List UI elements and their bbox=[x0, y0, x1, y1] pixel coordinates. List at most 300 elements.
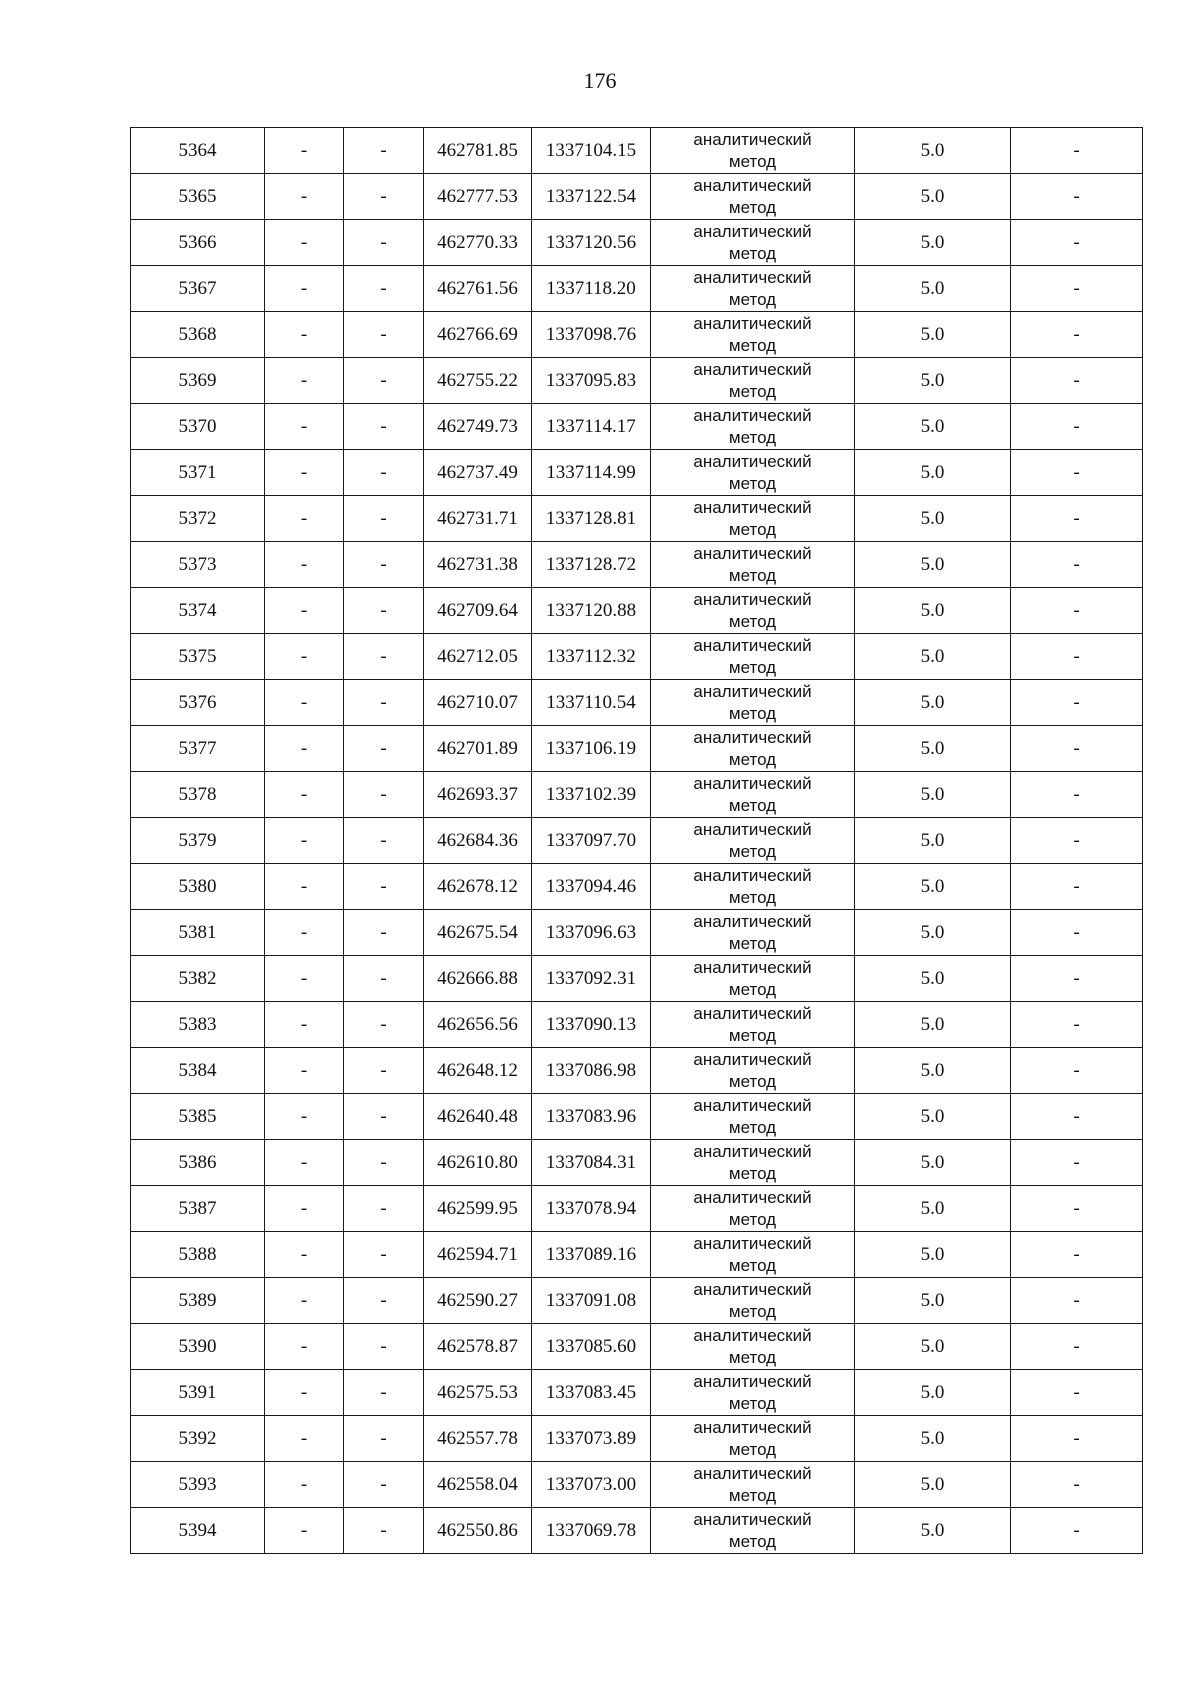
table-row bbox=[131, 864, 1143, 910]
empty-cell: - bbox=[344, 1186, 424, 1232]
x-coordinate-cell: 462590.27 bbox=[424, 1278, 532, 1324]
accuracy-cell: 5.0 bbox=[855, 588, 1011, 634]
method-line-1: аналитический bbox=[693, 1326, 812, 1346]
y-coordinate-cell: 1337085.60 bbox=[532, 1324, 651, 1370]
empty-cell: - bbox=[1011, 1370, 1143, 1416]
point-number-cell: 5370 bbox=[131, 404, 265, 450]
method-line-1: аналитический bbox=[693, 774, 812, 794]
empty-cell: - bbox=[344, 864, 424, 910]
empty-cell: - bbox=[344, 1416, 424, 1462]
empty-cell: - bbox=[1011, 404, 1143, 450]
empty-cell: - bbox=[1011, 910, 1143, 956]
x-coordinate-cell: 462610.80 bbox=[424, 1140, 532, 1186]
y-coordinate-cell: 1337110.54 bbox=[532, 680, 651, 726]
point-number-cell: 5365 bbox=[131, 174, 265, 220]
accuracy-cell: 5.0 bbox=[855, 1278, 1011, 1324]
method-line-2: метод bbox=[728, 1071, 777, 1091]
empty-cell: - bbox=[344, 1140, 424, 1186]
method-line-1: аналитический bbox=[693, 636, 812, 656]
table-row bbox=[131, 1140, 1143, 1186]
point-number-cell: 5381 bbox=[131, 910, 265, 956]
empty-cell: - bbox=[1011, 1508, 1143, 1554]
method-cell bbox=[651, 956, 855, 1002]
empty-cell: - bbox=[265, 450, 344, 496]
y-coordinate-cell: 1337102.39 bbox=[532, 772, 651, 818]
table-row bbox=[131, 1186, 1143, 1232]
empty-cell: - bbox=[344, 358, 424, 404]
y-coordinate-cell: 1337083.45 bbox=[532, 1370, 651, 1416]
empty-cell: - bbox=[344, 496, 424, 542]
y-coordinate-cell: 1337122.54 bbox=[532, 174, 651, 220]
method-cell bbox=[651, 1140, 855, 1186]
table-row bbox=[131, 542, 1143, 588]
x-coordinate-cell: 462701.89 bbox=[424, 726, 532, 772]
method-line-2: метод bbox=[728, 933, 777, 953]
empty-cell: - bbox=[1011, 1140, 1143, 1186]
x-coordinate-cell: 462678.12 bbox=[424, 864, 532, 910]
accuracy-cell: 5.0 bbox=[855, 1416, 1011, 1462]
empty-cell: - bbox=[344, 1324, 424, 1370]
accuracy-cell: 5.0 bbox=[855, 128, 1011, 174]
empty-cell: - bbox=[344, 174, 424, 220]
empty-cell: - bbox=[265, 128, 344, 174]
empty-cell: - bbox=[265, 864, 344, 910]
x-coordinate-cell: 462575.53 bbox=[424, 1370, 532, 1416]
table-row bbox=[131, 1416, 1143, 1462]
method-cell bbox=[651, 818, 855, 864]
y-coordinate-cell: 1337104.15 bbox=[532, 128, 651, 174]
method-line-2: метод bbox=[728, 519, 777, 539]
method-cell bbox=[651, 1094, 855, 1140]
method-cell bbox=[651, 174, 855, 220]
accuracy-cell: 5.0 bbox=[855, 726, 1011, 772]
empty-cell: - bbox=[344, 312, 424, 358]
empty-cell: - bbox=[265, 358, 344, 404]
point-number-cell: 5386 bbox=[131, 1140, 265, 1186]
point-number-cell: 5390 bbox=[131, 1324, 265, 1370]
method-line-1: аналитический bbox=[693, 1188, 812, 1208]
empty-cell: - bbox=[265, 496, 344, 542]
method-cell bbox=[651, 634, 855, 680]
point-number-cell: 5377 bbox=[131, 726, 265, 772]
empty-cell: - bbox=[344, 1370, 424, 1416]
empty-cell: - bbox=[265, 312, 344, 358]
table-row bbox=[131, 496, 1143, 542]
y-coordinate-cell: 1337098.76 bbox=[532, 312, 651, 358]
table-row bbox=[131, 1048, 1143, 1094]
method-line-1: аналитический bbox=[693, 176, 812, 196]
accuracy-cell: 5.0 bbox=[855, 450, 1011, 496]
method-cell bbox=[651, 588, 855, 634]
accuracy-cell: 5.0 bbox=[855, 404, 1011, 450]
method-line-2: метод bbox=[728, 1485, 777, 1505]
empty-cell: - bbox=[1011, 634, 1143, 680]
empty-cell: - bbox=[344, 818, 424, 864]
method-line-2: метод bbox=[728, 611, 777, 631]
method-cell bbox=[651, 266, 855, 312]
point-number-cell: 5366 bbox=[131, 220, 265, 266]
empty-cell: - bbox=[344, 680, 424, 726]
method-cell bbox=[651, 128, 855, 174]
empty-cell: - bbox=[344, 1232, 424, 1278]
empty-cell: - bbox=[1011, 266, 1143, 312]
empty-cell: - bbox=[265, 1278, 344, 1324]
table-row bbox=[131, 1324, 1143, 1370]
method-line-1: аналитический bbox=[693, 728, 812, 748]
x-coordinate-cell: 462684.36 bbox=[424, 818, 532, 864]
empty-cell: - bbox=[265, 726, 344, 772]
empty-cell: - bbox=[265, 266, 344, 312]
empty-cell: - bbox=[344, 588, 424, 634]
empty-cell: - bbox=[265, 1416, 344, 1462]
method-line-2: метод bbox=[728, 151, 777, 171]
method-cell bbox=[651, 1186, 855, 1232]
coordinates-table bbox=[130, 127, 1143, 1554]
point-number-cell: 5382 bbox=[131, 956, 265, 1002]
y-coordinate-cell: 1337120.56 bbox=[532, 220, 651, 266]
accuracy-cell: 5.0 bbox=[855, 1232, 1011, 1278]
method-line-2: метод bbox=[728, 427, 777, 447]
empty-cell: - bbox=[265, 542, 344, 588]
method-line-1: аналитический bbox=[693, 268, 812, 288]
x-coordinate-cell: 462770.33 bbox=[424, 220, 532, 266]
empty-cell: - bbox=[1011, 1324, 1143, 1370]
point-number-cell: 5368 bbox=[131, 312, 265, 358]
method-cell bbox=[651, 864, 855, 910]
method-cell bbox=[651, 726, 855, 772]
x-coordinate-cell: 462731.38 bbox=[424, 542, 532, 588]
table-row bbox=[131, 220, 1143, 266]
accuracy-cell: 5.0 bbox=[855, 358, 1011, 404]
y-coordinate-cell: 1337128.81 bbox=[532, 496, 651, 542]
empty-cell: - bbox=[265, 680, 344, 726]
y-coordinate-cell: 1337106.19 bbox=[532, 726, 651, 772]
table-row bbox=[131, 1094, 1143, 1140]
method-line-1: аналитический bbox=[693, 912, 812, 932]
y-coordinate-cell: 1337084.31 bbox=[532, 1140, 651, 1186]
empty-cell: - bbox=[344, 450, 424, 496]
empty-cell: - bbox=[1011, 542, 1143, 588]
method-line-1: аналитический bbox=[693, 820, 812, 840]
table-row bbox=[131, 450, 1143, 496]
method-line-2: метод bbox=[728, 565, 777, 585]
empty-cell: - bbox=[265, 1370, 344, 1416]
empty-cell: - bbox=[265, 634, 344, 680]
y-coordinate-cell: 1337096.63 bbox=[532, 910, 651, 956]
empty-cell: - bbox=[1011, 312, 1143, 358]
method-cell bbox=[651, 404, 855, 450]
x-coordinate-cell: 462648.12 bbox=[424, 1048, 532, 1094]
empty-cell: - bbox=[344, 1278, 424, 1324]
method-cell bbox=[651, 1002, 855, 1048]
table-body bbox=[131, 128, 1143, 1554]
method-cell bbox=[651, 1370, 855, 1416]
empty-cell: - bbox=[265, 1462, 344, 1508]
method-line-2: метод bbox=[728, 381, 777, 401]
method-cell bbox=[651, 1462, 855, 1508]
accuracy-cell: 5.0 bbox=[855, 220, 1011, 266]
empty-cell: - bbox=[265, 1140, 344, 1186]
empty-cell: - bbox=[344, 910, 424, 956]
method-line-2: метод bbox=[728, 1301, 777, 1321]
table-row bbox=[131, 726, 1143, 772]
x-coordinate-cell: 462640.48 bbox=[424, 1094, 532, 1140]
empty-cell: - bbox=[1011, 128, 1143, 174]
table-row bbox=[131, 1002, 1143, 1048]
method-line-1: аналитический bbox=[693, 1510, 812, 1530]
method-cell bbox=[651, 1048, 855, 1094]
x-coordinate-cell: 462712.05 bbox=[424, 634, 532, 680]
table-row bbox=[131, 128, 1143, 174]
method-line-2: метод bbox=[728, 1531, 777, 1551]
method-cell bbox=[651, 220, 855, 266]
method-line-2: метод bbox=[728, 749, 777, 769]
empty-cell: - bbox=[344, 1002, 424, 1048]
empty-cell: - bbox=[265, 956, 344, 1002]
point-number-cell: 5392 bbox=[131, 1416, 265, 1462]
empty-cell: - bbox=[344, 634, 424, 680]
empty-cell: - bbox=[344, 1508, 424, 1554]
table-row bbox=[131, 772, 1143, 818]
y-coordinate-cell: 1337073.00 bbox=[532, 1462, 651, 1508]
method-line-2: метод bbox=[728, 1209, 777, 1229]
point-number-cell: 5379 bbox=[131, 818, 265, 864]
empty-cell: - bbox=[1011, 864, 1143, 910]
point-number-cell: 5364 bbox=[131, 128, 265, 174]
accuracy-cell: 5.0 bbox=[855, 1370, 1011, 1416]
method-line-1: аналитический bbox=[693, 866, 812, 886]
method-line-1: аналитический bbox=[693, 1096, 812, 1116]
method-line-1: аналитический bbox=[693, 1004, 812, 1024]
point-number-cell: 5385 bbox=[131, 1094, 265, 1140]
method-line-2: метод bbox=[728, 1163, 777, 1183]
x-coordinate-cell: 462550.86 bbox=[424, 1508, 532, 1554]
empty-cell: - bbox=[265, 1186, 344, 1232]
table-row bbox=[131, 312, 1143, 358]
y-coordinate-cell: 1337118.20 bbox=[532, 266, 651, 312]
y-coordinate-cell: 1337089.16 bbox=[532, 1232, 651, 1278]
method-line-1: аналитический bbox=[693, 360, 812, 380]
accuracy-cell: 5.0 bbox=[855, 864, 1011, 910]
empty-cell: - bbox=[265, 1232, 344, 1278]
empty-cell: - bbox=[344, 404, 424, 450]
y-coordinate-cell: 1337086.98 bbox=[532, 1048, 651, 1094]
method-cell bbox=[651, 1416, 855, 1462]
accuracy-cell: 5.0 bbox=[855, 634, 1011, 680]
y-coordinate-cell: 1337090.13 bbox=[532, 1002, 651, 1048]
method-line-1: аналитический bbox=[693, 1464, 812, 1484]
x-coordinate-cell: 462755.22 bbox=[424, 358, 532, 404]
table-row bbox=[131, 266, 1143, 312]
y-coordinate-cell: 1337120.88 bbox=[532, 588, 651, 634]
method-line-1: аналитический bbox=[693, 1234, 812, 1254]
x-coordinate-cell: 462749.73 bbox=[424, 404, 532, 450]
point-number-cell: 5369 bbox=[131, 358, 265, 404]
accuracy-cell: 5.0 bbox=[855, 1094, 1011, 1140]
method-cell bbox=[651, 772, 855, 818]
x-coordinate-cell: 462761.56 bbox=[424, 266, 532, 312]
accuracy-cell: 5.0 bbox=[855, 1048, 1011, 1094]
empty-cell: - bbox=[1011, 1462, 1143, 1508]
x-coordinate-cell: 462557.78 bbox=[424, 1416, 532, 1462]
accuracy-cell: 5.0 bbox=[855, 496, 1011, 542]
table-row bbox=[131, 588, 1143, 634]
y-coordinate-cell: 1337114.99 bbox=[532, 450, 651, 496]
method-cell bbox=[651, 496, 855, 542]
point-number-cell: 5383 bbox=[131, 1002, 265, 1048]
method-line-2: метод bbox=[728, 289, 777, 309]
method-line-1: аналитический bbox=[693, 544, 812, 564]
accuracy-cell: 5.0 bbox=[855, 174, 1011, 220]
empty-cell: - bbox=[1011, 1002, 1143, 1048]
method-line-1: аналитический bbox=[693, 1418, 812, 1438]
method-cell bbox=[651, 910, 855, 956]
method-line-2: метод bbox=[728, 1255, 777, 1275]
accuracy-cell: 5.0 bbox=[855, 1462, 1011, 1508]
method-cell bbox=[651, 680, 855, 726]
method-line-1: аналитический bbox=[693, 958, 812, 978]
y-coordinate-cell: 1337078.94 bbox=[532, 1186, 651, 1232]
table-row bbox=[131, 1370, 1143, 1416]
y-coordinate-cell: 1337083.96 bbox=[532, 1094, 651, 1140]
table-row bbox=[131, 174, 1143, 220]
y-coordinate-cell: 1337091.08 bbox=[532, 1278, 651, 1324]
x-coordinate-cell: 462578.87 bbox=[424, 1324, 532, 1370]
empty-cell: - bbox=[1011, 1416, 1143, 1462]
accuracy-cell: 5.0 bbox=[855, 910, 1011, 956]
empty-cell: - bbox=[1011, 1094, 1143, 1140]
method-cell bbox=[651, 358, 855, 404]
method-line-2: метод bbox=[728, 703, 777, 723]
x-coordinate-cell: 462599.95 bbox=[424, 1186, 532, 1232]
method-line-1: аналитический bbox=[693, 1142, 812, 1162]
empty-cell: - bbox=[1011, 680, 1143, 726]
point-number-cell: 5388 bbox=[131, 1232, 265, 1278]
empty-cell: - bbox=[265, 1048, 344, 1094]
method-line-2: метод bbox=[728, 841, 777, 861]
accuracy-cell: 5.0 bbox=[855, 312, 1011, 358]
x-coordinate-cell: 462594.71 bbox=[424, 1232, 532, 1278]
x-coordinate-cell: 462710.07 bbox=[424, 680, 532, 726]
point-number-cell: 5376 bbox=[131, 680, 265, 726]
method-cell bbox=[651, 1232, 855, 1278]
point-number-cell: 5375 bbox=[131, 634, 265, 680]
point-number-cell: 5393 bbox=[131, 1462, 265, 1508]
page-number: 176 bbox=[583, 68, 617, 93]
method-line-2: метод bbox=[728, 795, 777, 815]
method-cell bbox=[651, 450, 855, 496]
x-coordinate-cell: 462558.04 bbox=[424, 1462, 532, 1508]
point-number-cell: 5373 bbox=[131, 542, 265, 588]
x-coordinate-cell: 462737.49 bbox=[424, 450, 532, 496]
empty-cell: - bbox=[1011, 1186, 1143, 1232]
table-row bbox=[131, 910, 1143, 956]
empty-cell: - bbox=[1011, 1048, 1143, 1094]
accuracy-cell: 5.0 bbox=[855, 1186, 1011, 1232]
empty-cell: - bbox=[265, 772, 344, 818]
empty-cell: - bbox=[1011, 450, 1143, 496]
empty-cell: - bbox=[265, 1094, 344, 1140]
empty-cell: - bbox=[1011, 358, 1143, 404]
method-line-2: метод bbox=[728, 243, 777, 263]
x-coordinate-cell: 462731.71 bbox=[424, 496, 532, 542]
point-number-cell: 5372 bbox=[131, 496, 265, 542]
empty-cell: - bbox=[265, 174, 344, 220]
empty-cell: - bbox=[344, 956, 424, 1002]
point-number-cell: 5374 bbox=[131, 588, 265, 634]
table-row bbox=[131, 634, 1143, 680]
empty-cell: - bbox=[265, 818, 344, 864]
empty-cell: - bbox=[265, 1002, 344, 1048]
point-number-cell: 5380 bbox=[131, 864, 265, 910]
accuracy-cell: 5.0 bbox=[855, 1324, 1011, 1370]
method-cell bbox=[651, 1324, 855, 1370]
accuracy-cell: 5.0 bbox=[855, 266, 1011, 312]
x-coordinate-cell: 462709.64 bbox=[424, 588, 532, 634]
y-coordinate-cell: 1337097.70 bbox=[532, 818, 651, 864]
empty-cell: - bbox=[344, 772, 424, 818]
accuracy-cell: 5.0 bbox=[855, 680, 1011, 726]
method-line-1: аналитический bbox=[693, 452, 812, 472]
y-coordinate-cell: 1337073.89 bbox=[532, 1416, 651, 1462]
x-coordinate-cell: 462781.85 bbox=[424, 128, 532, 174]
empty-cell: - bbox=[1011, 956, 1143, 1002]
x-coordinate-cell: 462656.56 bbox=[424, 1002, 532, 1048]
y-coordinate-cell: 1337094.46 bbox=[532, 864, 651, 910]
x-coordinate-cell: 462777.53 bbox=[424, 174, 532, 220]
y-coordinate-cell: 1337114.17 bbox=[532, 404, 651, 450]
method-line-2: метод bbox=[728, 887, 777, 907]
accuracy-cell: 5.0 bbox=[855, 1140, 1011, 1186]
method-cell bbox=[651, 312, 855, 358]
method-line-2: метод bbox=[728, 335, 777, 355]
method-line-2: метод bbox=[728, 1439, 777, 1459]
x-coordinate-cell: 462693.37 bbox=[424, 772, 532, 818]
method-line-1: аналитический bbox=[693, 498, 812, 518]
x-coordinate-cell: 462675.54 bbox=[424, 910, 532, 956]
empty-cell: - bbox=[1011, 772, 1143, 818]
y-coordinate-cell: 1337095.83 bbox=[532, 358, 651, 404]
point-number-cell: 5367 bbox=[131, 266, 265, 312]
method-line-1: аналитический bbox=[693, 682, 812, 702]
table-row bbox=[131, 1278, 1143, 1324]
method-cell bbox=[651, 1508, 855, 1554]
table-row bbox=[131, 1462, 1143, 1508]
table-row bbox=[131, 358, 1143, 404]
method-line-1: аналитический bbox=[693, 406, 812, 426]
method-cell bbox=[651, 542, 855, 588]
empty-cell: - bbox=[265, 1324, 344, 1370]
point-number-cell: 5391 bbox=[131, 1370, 265, 1416]
empty-cell: - bbox=[265, 588, 344, 634]
empty-cell: - bbox=[265, 910, 344, 956]
empty-cell: - bbox=[344, 266, 424, 312]
method-line-2: метод bbox=[728, 979, 777, 999]
method-line-1: аналитический bbox=[693, 1372, 812, 1392]
empty-cell: - bbox=[344, 726, 424, 772]
empty-cell: - bbox=[1011, 1232, 1143, 1278]
method-line-2: метод bbox=[728, 197, 777, 217]
method-line-2: метод bbox=[728, 1117, 777, 1137]
empty-cell: - bbox=[1011, 818, 1143, 864]
y-coordinate-cell: 1337092.31 bbox=[532, 956, 651, 1002]
empty-cell: - bbox=[1011, 588, 1143, 634]
empty-cell: - bbox=[1011, 1278, 1143, 1324]
method-line-2: метод bbox=[728, 657, 777, 677]
method-line-1: аналитический bbox=[693, 130, 812, 150]
method-cell bbox=[651, 1278, 855, 1324]
table-row bbox=[131, 1508, 1143, 1554]
